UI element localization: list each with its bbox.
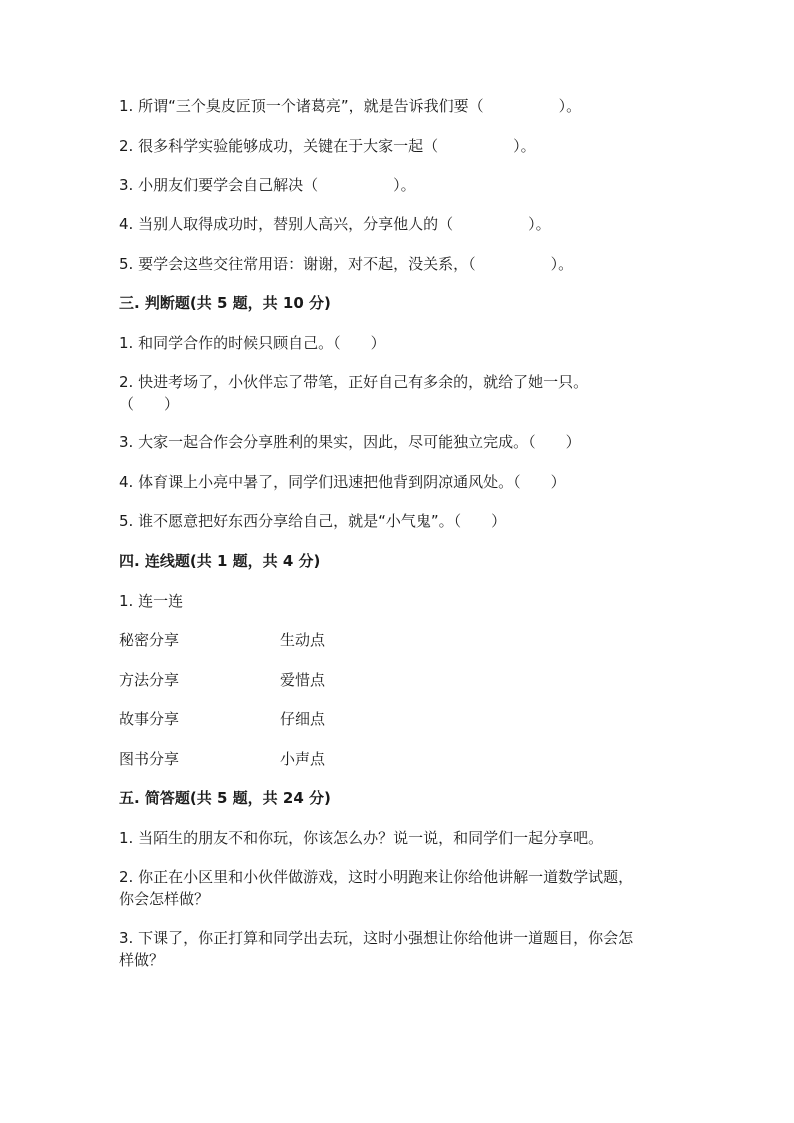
matching-left-item: 图书分享: [119, 750, 180, 768]
fill-question-5: 5. 要学会这些交往常用语：谢谢，对不起，没关系，（ ）。: [119, 255, 574, 273]
judge-question-2: 2. 快进考场了，小伙伴忘了带笔，正好自己有多余的，就给了她一只。: [119, 373, 589, 391]
short-answer-question-1: 1. 当陌生的朋友不和你玩，你该怎么办？说一说，和同学们一起分享吧。: [119, 829, 604, 847]
fill-question-2: 2. 很多科学实验能够成功，关键在于大家一起（ ）。: [119, 137, 536, 155]
judge-question-1: 1. 和同学合作的时候只顾自己。（ ）: [119, 334, 386, 352]
matching-left-item: 故事分享: [119, 710, 180, 728]
matching-left-item: 方法分享: [119, 671, 180, 689]
judge-question-5: 5. 谁不愿意把好东西分享给自己，就是“小气鬼”。（ ）: [119, 512, 507, 530]
judge-question-4: 4. 体育课上小亮中暑了，同学们迅速把他背到阴凉通风处。（ ）: [119, 473, 566, 491]
short-answer-question-3: 3. 下课了，你正打算和同学出去玩，这时小强想让你给他讲一道题目，你会怎: [119, 929, 634, 947]
fill-question-1: 1. 所谓“三个臭皮匠顶一个诸葛亮”，就是告诉我们要（ ）。: [119, 97, 582, 115]
matching-right-item: 生动点: [280, 631, 326, 649]
matching-question-1: 1. 连一连: [119, 592, 184, 610]
matching-right-item: 爱惜点: [280, 671, 326, 689]
fill-question-3: 3. 小朋友们要学会自己解决（ ）。: [119, 176, 416, 194]
judge-section-heading: 三. 判断题(共 5 题，共 10 分): [119, 294, 331, 312]
short-answer-section-heading: 五. 简答题(共 5 题，共 24 分): [119, 789, 331, 807]
matching-section-heading: 四. 连线题(共 1 题，共 4 分): [119, 552, 321, 570]
fill-question-4: 4. 当别人取得成功时，替别人高兴，分享他人的（ ）。: [119, 215, 551, 233]
judge-question-3: 3. 大家一起合作会分享胜利的果实，因此，尽可能独立完成。（ ）: [119, 433, 581, 451]
matching-right-item: 小声点: [280, 750, 326, 768]
matching-left-item: 秘密分享: [119, 631, 180, 649]
judge-question-2-blank: （ ）: [119, 395, 180, 413]
short-answer-question-2: 2. 你正在小区里和小伙伴做游戏，这时小明跑来让你给他讲解一道数学试题，: [119, 868, 634, 886]
matching-right-item: 仔细点: [280, 710, 326, 728]
short-answer-question-2-cont: 你会怎样做？: [119, 890, 210, 908]
short-answer-question-3-cont: 样做？: [119, 951, 165, 969]
